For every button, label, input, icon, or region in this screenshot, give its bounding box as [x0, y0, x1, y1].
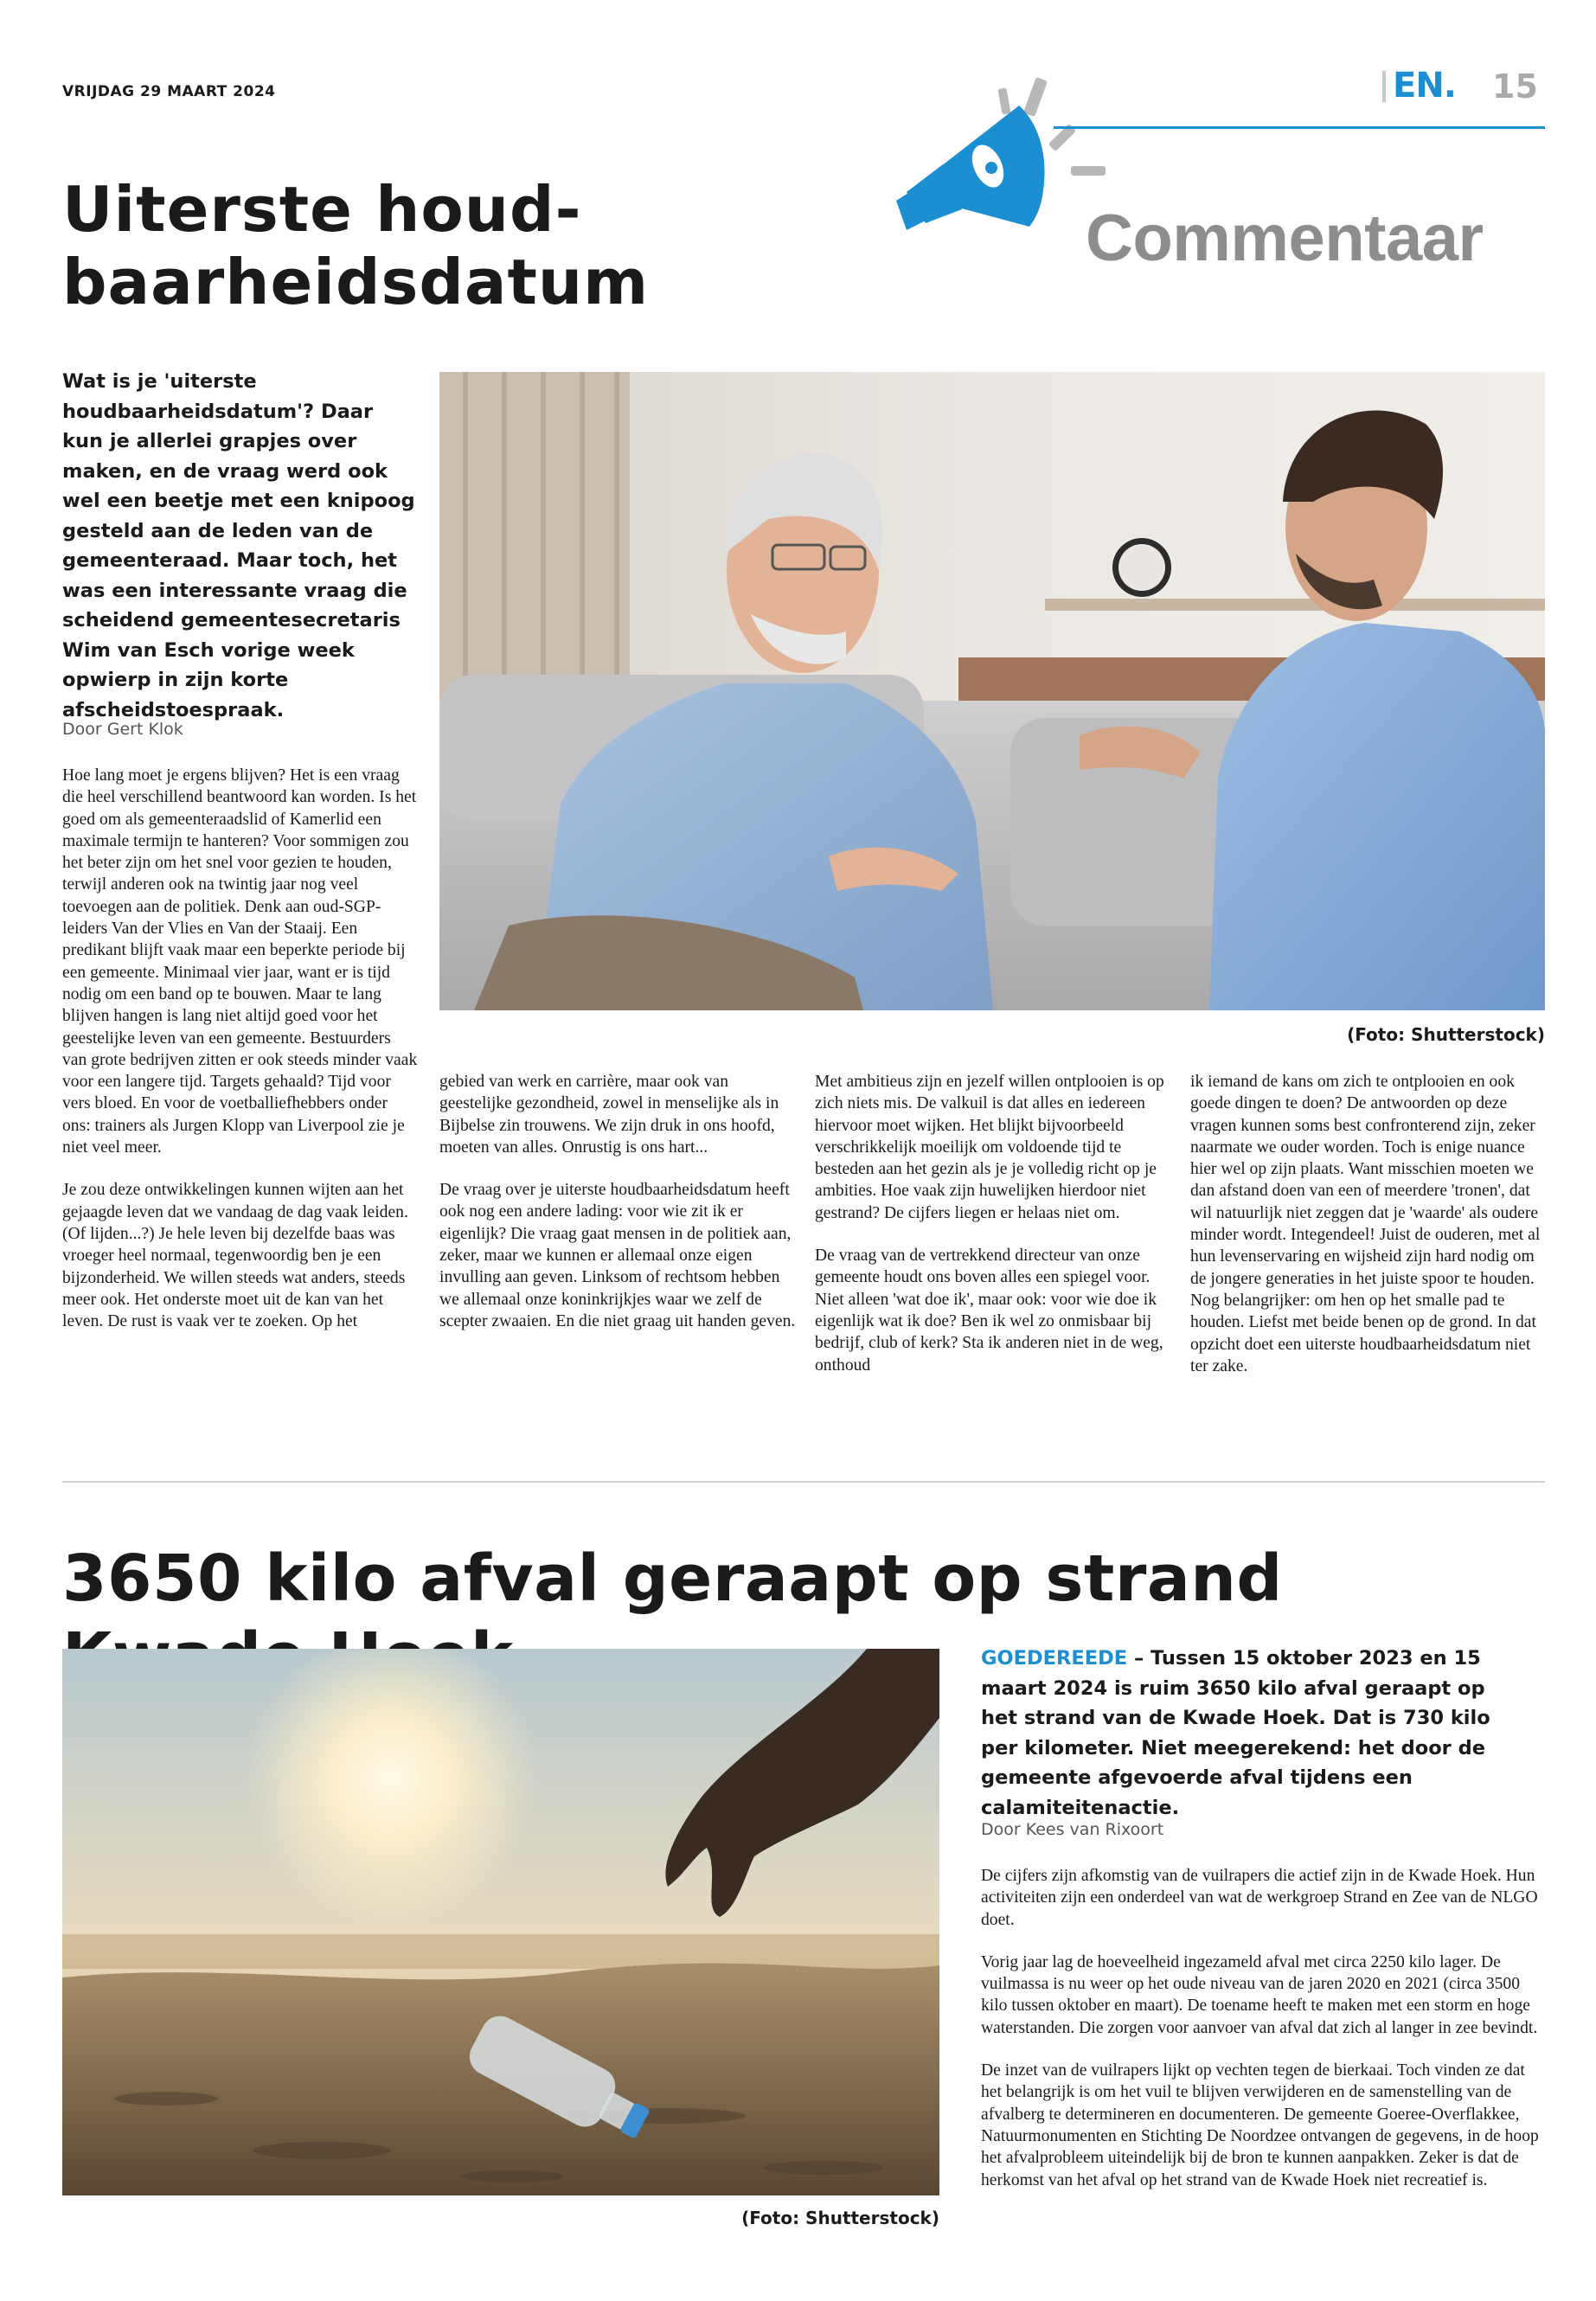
- article2-photo-credit: (Foto: Shutterstock): [741, 2208, 939, 2228]
- paragraph: De vraag van de vertrekkend directeur van onze gemeente houdt ons boven alles een spiegel voor. Niet alleen 'wat doe ik', maar ook: voor wie doe ik eigenlijk wat ik doe? Ben ik wel zo onmisbaar bij bedrijf, club of kerk? Sta ik anderen niet in de weg, onthoud: [815, 1247, 1163, 1375]
- paragraph: Je zou deze ontwikkelingen kunnen wijten aan het gejaagde leven dat we vandaag de dag vaak leiden. (Of lijden...?) Je hele leven bij dezelfde baas was vroeger heel normaal, tegenwoordig ben je een bijzonderheid. We willen steeds wat anders, steeds meer ook. Het onderste moet uit de kan van het leven. De rust is vaak ver te zoeken. Op het: [62, 1181, 408, 1331]
- section-title: Commentaar: [1086, 202, 1484, 275]
- article-divider: [62, 1481, 1545, 1483]
- brand-logo: EN.: [1393, 66, 1456, 106]
- page-number: 15: [1492, 67, 1538, 106]
- article1-photo-credit: (Foto: Shutterstock): [1347, 1024, 1545, 1045]
- edition-date: VRIJDAG 29 MAART 2024: [62, 83, 276, 100]
- beach-bottle-photo-illustration: [62, 1649, 939, 2195]
- dateline: GOEDEREEDE: [981, 1647, 1128, 1670]
- article1-headline: [62, 173, 668, 318]
- article1-column-1: [62, 765, 419, 1353]
- headline-line: baarheidsdatum: [62, 246, 650, 318]
- paragraph: ik iemand de kans om zich te ontplooien en ook goede dingen te doen? De antwoorden op deze vragen kunnen soms best confronterend zijn, zeker naarmate we ouder worden. Toch is enige nuance hier wel op zijn plaats. Want misschien moeten we dan afstand doen van een of meerdere 'tronen', dat wil natuurlijk niet zeggen dat je 'waarde' als oudere minder wordt. Integendeel! Juist de ouderen, met al hun levenservaring en wijsheid zijn hard nodig om de jongere generaties in het juiste spoor te houden. Nog belangrijker: om hen op het smalle pad te houden. Liefst met beide benen op de grond. In dat opzicht doet een uiterste houdbaarheidsdatum niet ter zake.: [1190, 1073, 1541, 1375]
- paragraph: De vraag over je uiterste houdbaarheidsdatum heeft ook nog een andere lading: voor wie zit ik er eigenlijk? Die vraag gaat mensen in de politiek aan, zeker, maar we kunnen er allemaal onze eigen invulling aan geven. Linksom of rechtsom hebben we allemaal onze koninkrijkjes waar we zelf de scepter zwaaien. En die niet graag uit handen geven.: [439, 1181, 796, 1330]
- lead-text: – Tussen 15 oktober 2023 en 15 maart 2024 is ruim 3650 kilo afval geraapt op het strand van de Kwade Hoek. Dat is 730 kilo per kilometer. Niet meegerekend: het door de gemeente afgevoerde afval tijdens een calamiteitenactie.: [981, 1647, 1490, 1819]
- article1-lead: Wat is je 'uiterste houdbaarheidsdatum'? Daar kun je allerlei grapjes over maken, en de vraag werd ook wel een beetje met een knipoog gesteld aan de leden van de gemeenteraad. Maar toch, het was een interessante vraag die scheidend gemeentesecretaris Wim van Esch vorige week opwierp in zijn korte afscheidstoespraak.: [62, 370, 415, 721]
- article1-column-2: [439, 1071, 796, 1353]
- article1-byline: Door Gert Klok: [62, 720, 183, 739]
- paragraph: De cijfers zijn afkomstig van de vuilrapers die actief zijn in de Kwade Hoek. Hun activiteiten zijn een onderdeel van wat de werkgroep Strand en Zee van de NLGO doet.: [981, 1867, 1538, 1929]
- article1-column-3: [815, 1071, 1171, 1397]
- article2-photo: [62, 1649, 939, 2195]
- paragraph: Hoe lang moet je ergens blijven? Het is een vraag die heel verschillend beantwoord kan worden. Is het goed om als gemeenteraadslid of Kamerlid een maximale termijn te hanteren? Voor sommigen zou het beter zijn om het snel voor gezien te houden, terwijl anderen ook na twintig jaar nog veel toevoegen aan de politiek. Denk aan oud-SGP-leiders Van der Vlies en Van der Staaij. Een predikant blijft vaak maar een beperkte periode bij een gemeente. Minimaal vier jaar, want er is tijd nodig om een band op te bouwen. Maar te lang blijven hangen is lang niet altijd goed voor het geestelijke leven van een gemeente. Bestuurders van grote bedrijven zitten er ook steeds minder vaak voor een langere tijd. Targets gehaald? Tijd voor vers bloed. En voor de voetballiefhebbers onder ons: trainers als Jurgen Klopp van Liverpool zie je niet veel meer.: [62, 766, 418, 1157]
- article1-photo: [439, 372, 1545, 1010]
- paragraph: Met ambitieus zijn en jezelf willen ontplooien is op zich niets mis. De valkuil is dat alles en iedereen hiervoor moet wijken. Het blijkt bijvoorbeeld verschrikkelijk moeilijk om voldoende tijd te besteden aan het gezin als je je volledig richt op je ambities. Hoe vaak zijn huwelijken hierdoor niet gestrand? De cijfers liegen er helaas niet om.: [815, 1073, 1164, 1222]
- headline-line: Uiterste houd-: [62, 173, 582, 246]
- brand-divider: [1382, 71, 1386, 102]
- conversation-photo-illustration: [439, 372, 1545, 1010]
- paragraph: Vorig jaar lag de hoeveelheid ingezameld afval met circa 2250 kilo lager. De vuilmassa is nu weer op het oude niveau van de jaren 2020 en 2021 (circa 3500 kilo tussen oktober en maart). De toename heeft te maken met een storm en hoge waterstanden. Die zorgen voor aanvoer van afval dat zich al langer in zee bevindt.: [981, 1952, 1538, 2037]
- header-rule: [1054, 126, 1545, 129]
- article2-byline: Door Kees van Rixoort: [981, 1820, 1164, 1839]
- article2-headline: 3650 kilo afval geraapt op strand: [62, 1541, 1283, 1616]
- article1-column-4: [1190, 1071, 1547, 1398]
- article2-lead: [981, 1644, 1526, 1823]
- paragraph: gebied van werk en carrière, maar ook van geestelijke gezondheid, zowel in menselijke als in Bijbelse zin trouwens. We zijn druk in ons hoofd, moeten van alles. Onrustig is ons hart...: [439, 1073, 779, 1157]
- article2-body: [981, 1865, 1545, 2212]
- paragraph: De inzet van de vuilrapers lijkt op vechten tegen de bierkaai. Toch vinden ze dat het belangrijk is om het vuil te blijven verwijderen en de samenstelling van de afvalberg te determineren en documenteren. De gemeente Goeree-Overflakkee, Natuurmonumenten en Stichting De Noordzee ontvangen de gegevens, in de hoop het afvalprobleem uiteindelijk bij de bron te kunnen aanpakken. Zeker is dat de herkomst van het afval op het strand van de Kwade Hoek niet recreatief is.: [981, 2061, 1539, 2189]
